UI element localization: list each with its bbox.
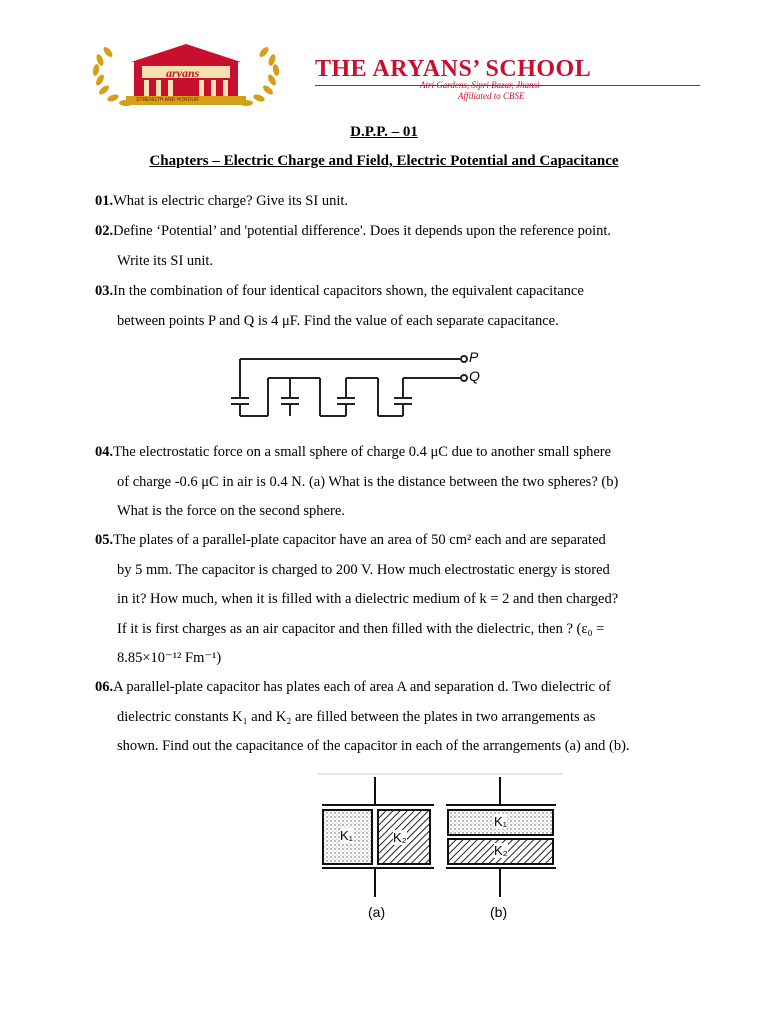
question-text: dielectric constants K₁ and K₂ are filled between the plates in two arrangements as [117, 708, 596, 725]
logo-motto: STRENGTH AND HONOUR [136, 97, 199, 103]
question-number: 05. [95, 532, 114, 548]
terminal-p-label: P [469, 349, 479, 365]
question-01 [95, 187, 692, 217]
question-number: 06. [95, 679, 114, 695]
question-06 [95, 673, 692, 762]
school-logo [86, 40, 286, 112]
dpp-title: D.P.P. – 01 [350, 124, 418, 140]
question-text: The plates of a parallel-plate capacitor have an area of 50 cm² each and are separated [113, 532, 606, 548]
dielectric-arrangements-figure [318, 772, 563, 932]
school-affiliation: Affiliated to CBSE [458, 91, 525, 101]
question-04 [95, 438, 692, 527]
question-text: The electrostatic force on a small sphere of charge 0.4 μC due to another small sphere [113, 444, 612, 460]
question-text: between points P and Q is 4 μF. Find the value of each separate capacitance. [117, 312, 559, 329]
question-text: by 5 mm. The capacitor is charged to 200 V. How much electrostatic energy is stored [117, 561, 610, 578]
arrangement-a-label: (a) [368, 904, 386, 920]
question-text: Write its SI unit. [117, 252, 214, 269]
capacitor-network-figure [228, 346, 493, 430]
question-number: 01. [95, 193, 114, 209]
question-05 [95, 526, 692, 674]
question-number: 03. [95, 283, 114, 299]
question-text: in it? How much, when it is filled with a dielectric medium of k = 2 and then charged? [117, 591, 619, 607]
school-address: Atri Gardens, Sipri Bazar, Jhansi [420, 80, 540, 90]
logo-text: aryans [166, 66, 200, 80]
question-text: Define ‘Potential’ and 'potential difference'. Does it depends upon the reference point. [113, 223, 612, 239]
question-number: 04. [95, 444, 114, 460]
question-text: A parallel-plate capacitor has plates each of area A and separation d. Two dielectric of [113, 679, 611, 695]
question-number: 02. [95, 223, 114, 239]
question-text: of charge -0.6 μC in air is 0.4 N. (a) What is the distance between the two spheres? (b) [117, 473, 619, 490]
k2-label-b: K₂ [494, 843, 508, 858]
chapters-heading: Chapters – Electric Charge and Field, Electric Potential and Capacitance [149, 153, 619, 169]
terminal-q-label: Q [469, 368, 480, 384]
k2-label-a: K₂ [393, 830, 407, 845]
question-02 [95, 217, 692, 276]
question-text: If it is first charges as an air capacitor and then filled with the dielectric, then ? (ε₀ = [117, 620, 605, 637]
question-text: In the combination of four identical capacitors shown, the equivalent capacitance [113, 283, 584, 299]
question-text: What is the force on the second sphere. [117, 503, 345, 519]
k1-label-b: K₁ [494, 814, 508, 829]
arrangement-b-label: (b) [490, 904, 508, 920]
k1-label-a: K₁ [340, 828, 354, 843]
question-text: 8.85×10⁻¹² Fm⁻¹) [117, 650, 222, 666]
question-text: What is electric charge? Give its SI unit. [113, 193, 348, 209]
question-03 [95, 277, 692, 336]
question-text: shown. Find out the capacitance of the capacitor in each of the arrangements (a) and (b). [117, 738, 630, 754]
school-name: THE ARYANS’ SCHOOL [315, 56, 592, 82]
letterhead [0, 0, 768, 110]
